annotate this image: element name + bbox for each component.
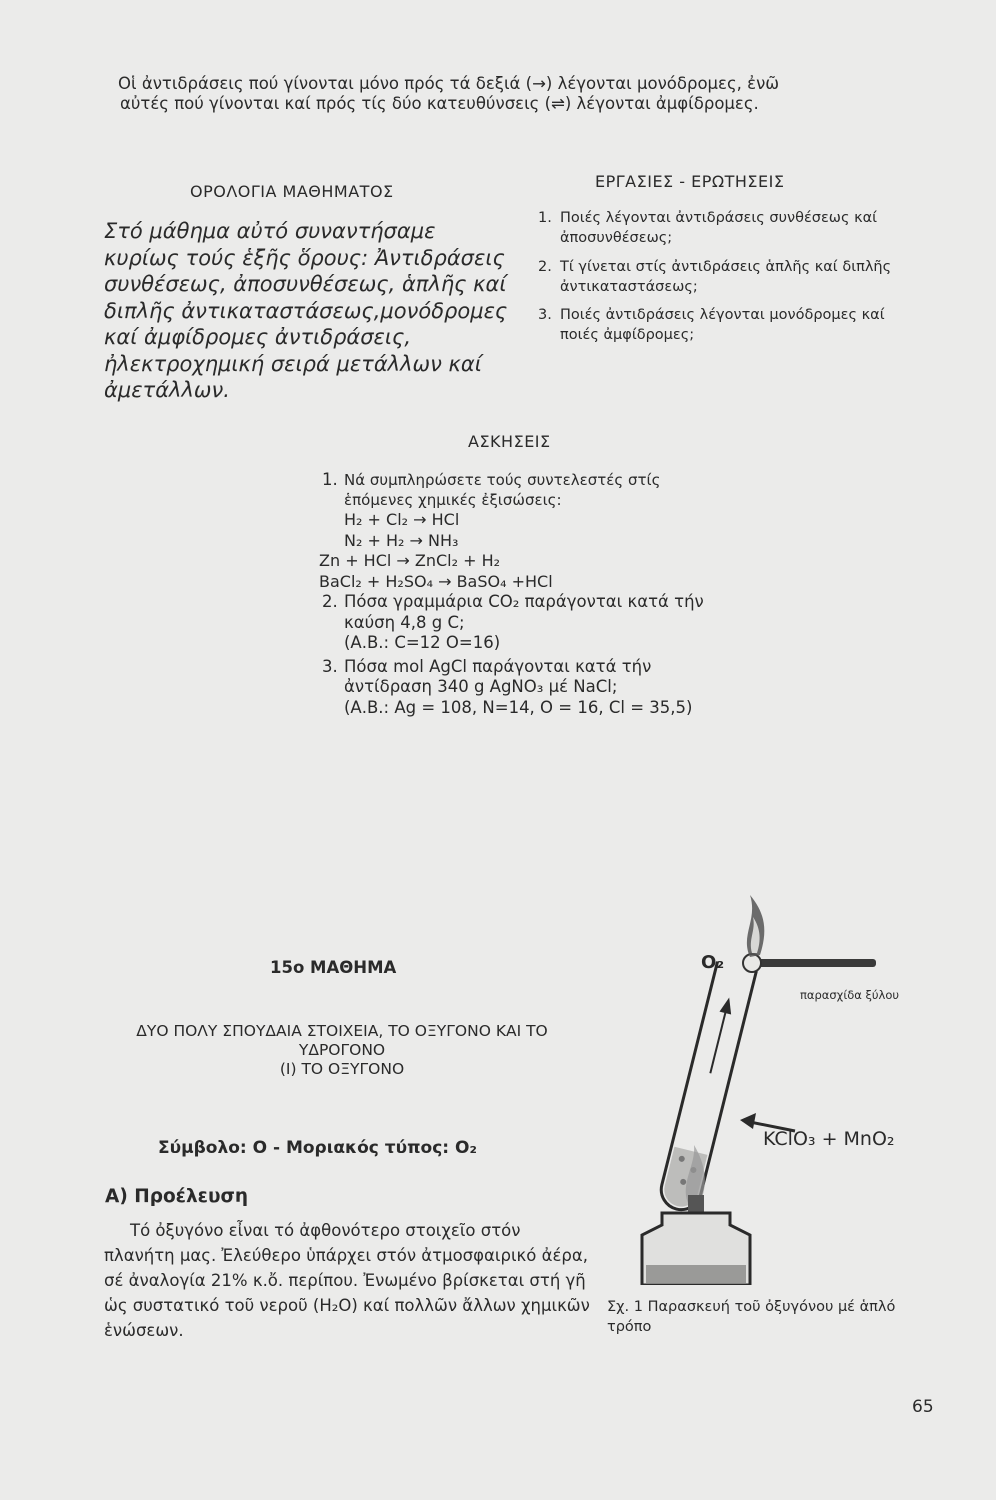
question-text: Ποιές λέγονται ἀντιδράσεις συνθέσεως καί ἀποσυνθέσεως; [560, 210, 878, 246]
figure-caption: Σχ. 1 Παρασκευή τοῦ ὀξυγόνου μέ ἁπλό τρόπο [607, 1299, 896, 1335]
question-text: Ποιές ἀντιδράσεις λέγονται μονόδρομες καί ποιές ἀμφίδρομες; [560, 307, 885, 343]
question-number: 2. [538, 259, 552, 275]
lesson-subtitle-line-2: ΥΔΡΟΓΟΝΟ [298, 1041, 386, 1059]
equation-4: BaCl₂ + H₂SO₄ → BaSO₄ +HCl [319, 571, 553, 591]
section-a-paragraph: Τό ὀξυγόνο εἶναι τό ἀφθονότερο στοιχεῖο στόν πλανήτη μας. Ἐλεύθερο ὑπάρχει στόν ἀτμοσφαιρικό ἀέρα, σέ ἀναλογία 21% κ.ὄ. περίπου. Ἐνωμένο βρίσκεται στή γῆ ὡς συστατικό τοῦ νεροῦ (H₂O) καί πολλῶν ἄλλων χημικῶν ἑνώσεων. [104, 1221, 590, 1340]
exercise-text: Πόσα γραμμάρια CO₂ παράγονται κατά τήν καύση 4,8 g C; [344, 592, 704, 632]
exercise-text: Πόσα mol AgCl παράγονται κατά τήν ἀντίδραση 340 g AgNO₃ μέ NaCl; [344, 656, 652, 696]
terminology-text: Στό μάθημα αὐτό συναντήσαμε κυρίως τούς ἑξῆς ὅρους: Ἀντιδράσεις συνθέσεως, ἀποσυνθέσεως, ἁπλῆς καί διπλῆς ἀντικαταστάσεως,μονόδρομες καί ἀμφίδρομες ἀντιδράσεις, ἠλεκτροχημική σειρά μετάλλων καί ἀμετάλλων. [104, 219, 508, 402]
question-number: 3. [538, 307, 552, 323]
question-item [538, 257, 908, 297]
exercise-item [322, 592, 712, 654]
exercise-atomic-weights: (Α.Β.: Ag = 108, N=14, O = 16, Cl = 35,5) [344, 697, 693, 717]
exercise-number: 1. [322, 470, 338, 489]
equation-3: Zn + HCl → ZnCl₂ + H₂ [319, 551, 501, 570]
oxygen-label: O₂ [701, 952, 725, 973]
oxygen-preparation-figure [600, 865, 940, 1285]
intro-line-1: Οἱ ἀντιδράσεις πού γίνονται μόνο πρός τά δεξιά (→) λέγονται μονόδρομες, ἐνῶ [118, 74, 780, 93]
intro-line-2: αὐτές πού γίνονται καί πρός τίς δύο κατευθύνσεις (⇌) λέγονται ἀμφίδρομες. [120, 94, 759, 113]
equation-1: H₂ + Cl₂ → HCl [344, 510, 460, 529]
questions-list [538, 208, 908, 345]
question-item [538, 305, 908, 345]
equation-2: N₂ + H₂ → NH₃ [344, 530, 459, 550]
exercise-item [322, 657, 712, 719]
lesson-subtitle-line-1: ΔΥΟ ΠΟΛΥ ΣΠΟΥΔΑΙΑ ΣΤΟΙΧΕΙΑ, ΤΟ ΟΞΥΓΟΝΟ ΚΑΙ ΤΟ [136, 1022, 548, 1040]
symbol-label: Σύμβολο: O - Μοριακός τύπος: O₂ [158, 1138, 477, 1158]
question-text: Τί γίνεται στίς ἀντιδράσεις ἁπλῆς καί διπλῆς ἀντικαταστάσεως; [560, 259, 892, 295]
exercises-title: ΑΣΚΗΣΕΙΣ [468, 432, 551, 451]
question-number: 1. [538, 210, 552, 226]
stick-ember [743, 954, 761, 972]
section-a-title: Α) Προέλευση [105, 1186, 249, 1207]
questions-title: ΕΡΓΑΣΙΕΣ - ΕΡΩΤΗΣΕΙΣ [595, 172, 785, 191]
exercise-number: 2. [322, 592, 338, 611]
exercise-text: Νά συμπληρώσετε τούς συντελεστές στίς ἑπόμενες χημικές ἐξισώσεις: [344, 471, 661, 509]
wooden-stick-label: παρασχίδα ξύλου [800, 988, 900, 1002]
test-tube [657, 962, 756, 1214]
exercise-atomic-weights: (Α.Β.: C=12 O=16) [344, 633, 501, 652]
exercise-item [319, 470, 712, 592]
page-number: 65 [912, 1397, 934, 1417]
terminology-title: ΟΡΟΛΟΓΙΑ ΜΑΘΗΜΑΤΟΣ [190, 182, 394, 201]
lesson-heading: 15ο ΜΑΘΗΜΑ [270, 958, 397, 977]
wooden-stick [750, 959, 876, 967]
exercise-number: 3. [322, 656, 338, 676]
intro-text [118, 74, 838, 114]
reactants-label: KClO₃ + MnO₂ [763, 1128, 895, 1150]
lesson-subtitle-line-3: (Ι) ΤΟ ΟΞΥΓΟΝΟ [279, 1060, 405, 1078]
question-item [538, 208, 908, 248]
exercises-list [319, 470, 712, 718]
lesson-subtitle [92, 1022, 592, 1079]
